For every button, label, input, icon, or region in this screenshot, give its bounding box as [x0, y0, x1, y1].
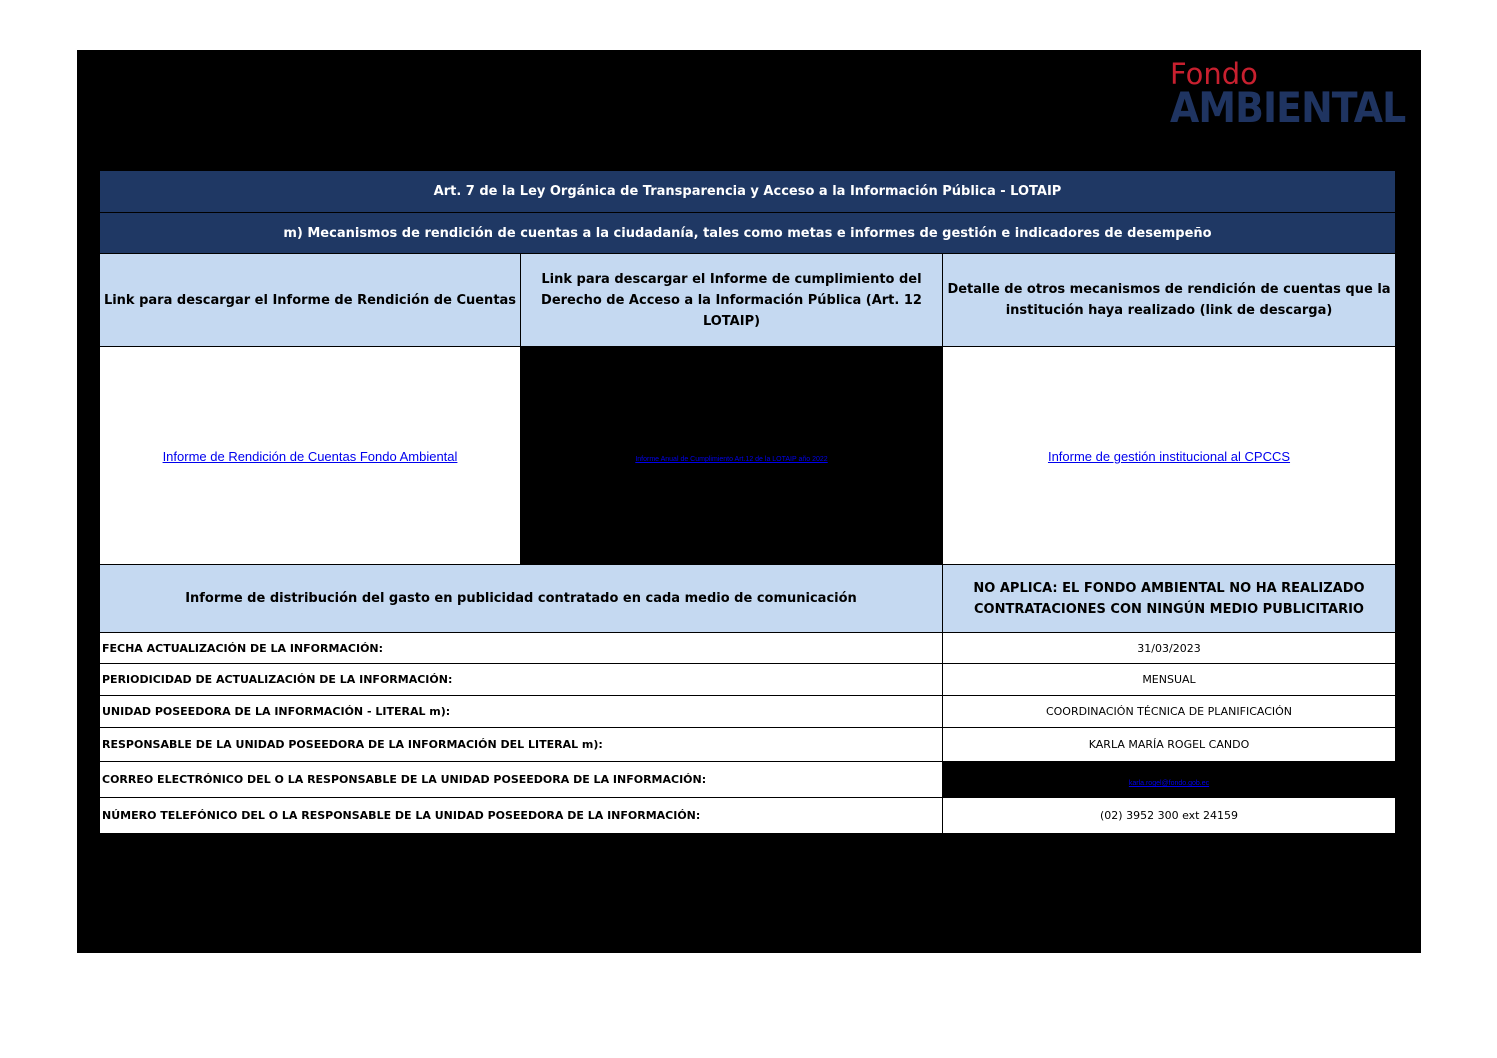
info-value-periodicidad: MENSUAL: [943, 664, 1396, 696]
info-label-periodicidad: PERIODICIDAD DE ACTUALIZACIÓN DE LA INFORMACIÓN:: [100, 664, 943, 696]
table-row: [100, 798, 1396, 834]
table-title: Art. 7 de la Ley Orgánica de Transparencia y Acceso a la Información Pública - LOTAIP: [100, 171, 1396, 213]
transparency-table: [99, 170, 1396, 834]
logo-line-1: Fondo: [1170, 57, 1258, 91]
publicidad-value: NO APLICA: EL FONDO AMBIENTAL NO HA REALIZADO CONTRATACIONES CON NINGÚN MEDIO PUBLICITARIO: [943, 565, 1396, 633]
table-row: [100, 728, 1396, 762]
fondo-ambiental-logo: [1170, 57, 1431, 132]
column-header-rendicion: Link para descargar el Informe de Rendición de Cuentas: [100, 254, 521, 347]
cumplimiento-link[interactable]: Informe Anual de Cumplimiento Art.12 de la LOTAIP año 2022: [635, 456, 828, 463]
info-value-fecha: 31/03/2023: [943, 633, 1396, 664]
info-label-fecha: FECHA ACTUALIZACIÓN DE LA INFORMACIÓN:: [100, 633, 943, 664]
info-label-telefono: NÚMERO TELEFÓNICO DEL O LA RESPONSABLE DE LA UNIDAD POSEEDORA DE LA INFORMACIÓN:: [100, 798, 943, 834]
info-value-correo: [943, 762, 1396, 798]
table-row: [100, 664, 1396, 696]
info-value-telefono: (02) 3952 300 ext 24159: [943, 798, 1396, 834]
cell-cumplimiento-link: [521, 347, 943, 565]
rendicion-link[interactable]: Informe de Rendición de Cuentas Fondo Ambiental: [162, 449, 458, 464]
logo-line-2: AMBIENTAL: [1170, 83, 1406, 132]
table-row: [100, 633, 1396, 664]
info-label-correo: CORREO ELECTRÓNICO DEL O LA RESPONSABLE DE LA UNIDAD POSEEDORA DE LA INFORMACIÓN:: [100, 762, 943, 798]
cell-rendicion-link: [100, 347, 521, 565]
table-row: [100, 696, 1396, 728]
column-header-otros: Detalle de otros mecanismos de rendición de cuentas que la institución haya realizado (link de descarga): [943, 254, 1396, 347]
info-label-responsable: RESPONSABLE DE LA UNIDAD POSEEDORA DE LA INFORMACIÓN DEL LITERAL m):: [100, 728, 943, 762]
info-value-responsable: KARLA MARÍA ROGEL CANDO: [943, 728, 1396, 762]
info-value-unidad: COORDINACIÓN TÉCNICA DE PLANIFICACIÓN: [943, 696, 1396, 728]
gestion-link[interactable]: Informe de gestión institucional al CPCCS: [1047, 449, 1291, 464]
table-subtitle: m) Mecanismos de rendición de cuentas a la ciudadanía, tales como metas e informes de gestión e indicadores de desempeño: [100, 213, 1396, 254]
cell-gestion-link: [943, 347, 1396, 565]
column-header-cumplimiento: Link para descargar el Informe de cumplimiento del Derecho de Acceso a la Información Pública (Art. 12 LOTAIP): [521, 254, 943, 347]
table-row: [100, 762, 1396, 798]
publicidad-label: Informe de distribución del gasto en publicidad contratado en cada medio de comunicación: [100, 565, 943, 633]
info-label-unidad: UNIDAD POSEEDORA DE LA INFORMACIÓN - LITERAL m):: [100, 696, 943, 728]
email-link[interactable]: karla.rogel@fondo.gob.ec: [1128, 780, 1210, 787]
